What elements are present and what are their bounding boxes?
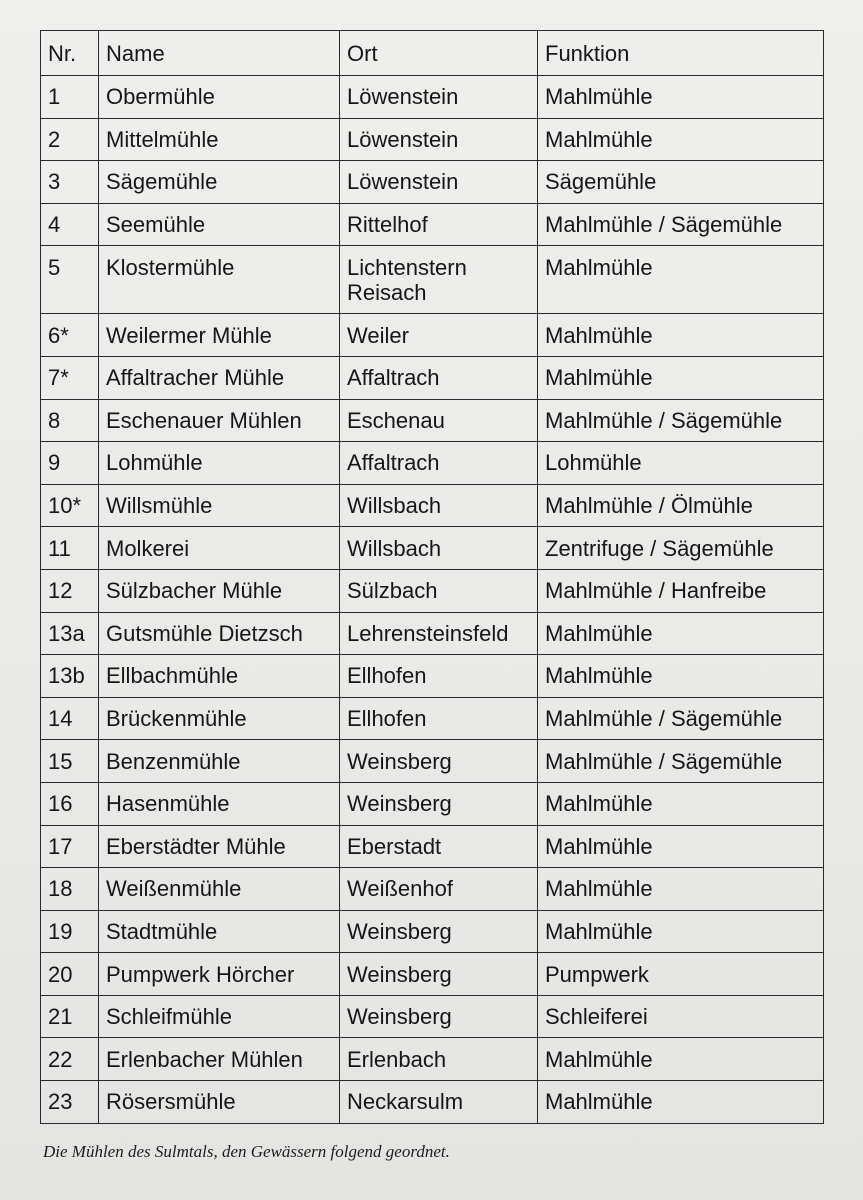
cell-funktion: Mahlmühle [538,246,824,314]
table-row [41,484,824,527]
cell-name: Erlenbacher Mühlen [99,1038,340,1081]
header-row [41,31,824,76]
cell-name: Affaltracher Mühle [99,356,340,399]
cell-ort [340,1081,538,1124]
ort-line: Willsbach [347,493,442,519]
cell-ort [340,527,538,570]
ort-line: Weiler [347,322,409,348]
header-name: Name [99,31,340,76]
cell-name: Willsmühle [99,484,340,527]
table-row [41,953,824,996]
cell-funktion: Mahlmühle / Sägemühle [538,740,824,783]
ort-line: Weinsberg [347,961,452,987]
cell-name: Mittelmühle [99,118,340,161]
cell-nr: 15 [41,740,99,783]
cell-nr: 20 [41,953,99,996]
cell-nr: 7* [41,356,99,399]
table-row [41,995,824,1038]
table-row [41,910,824,953]
cell-funktion: Mahlmühle [538,612,824,655]
cell-funktion: Mahlmühle [538,118,824,161]
ort-line: Affaltrach [347,450,440,476]
cell-funktion: Mahlmühle [538,1038,824,1081]
cell-ort [340,484,538,527]
cell-funktion: Lohmühle [538,442,824,485]
cell-name: Weißenmühle [99,868,340,911]
ort-line: Neckarsulm [347,1089,464,1115]
cell-name: Rösersmühle [99,1081,340,1124]
cell-nr: 8 [41,399,99,442]
table-row [41,655,824,698]
table-row [41,356,824,399]
cell-nr: 12 [41,569,99,612]
cell-ort [340,314,538,357]
cell-funktion: Sägemühle [538,161,824,204]
table-row [41,697,824,740]
cell-nr: 13b [41,655,99,698]
cell-ort [340,995,538,1038]
cell-nr: 21 [41,995,99,1038]
cell-name: Weilermer Mühle [99,314,340,357]
cell-name: Obermühle [99,76,340,119]
cell-nr: 13a [41,612,99,655]
table-row [41,825,824,868]
table-row [41,1038,824,1081]
cell-name: Ellbachmühle [99,655,340,698]
ort-line: Ellhofen [347,663,427,689]
ort-line: Weinsberg [347,791,452,817]
cell-funktion: Mahlmühle [538,655,824,698]
ort-line: Lehrensteinsfeld [347,620,509,646]
table-caption: Die Mühlen des Sulmtals, den Gewässern folgend geordnet. [43,1142,450,1161]
ort-line: Weinsberg [347,748,452,774]
cell-name: Eberstädter Mühle [99,825,340,868]
ort-line: Weißenhof [347,876,453,902]
cell-ort [340,161,538,204]
cell-name: Lohmühle [99,442,340,485]
ort-line: Eschenau [347,407,445,433]
table-row [41,399,824,442]
ort-line: Reisach [347,280,427,306]
cell-funktion: Mahlmühle / Sägemühle [538,203,824,246]
header-nr: Nr. [41,31,99,76]
cell-funktion: Mahlmühle [538,1081,824,1124]
cell-nr: 9 [41,442,99,485]
cell-funktion: Mahlmühle [538,782,824,825]
ort-line: Löwenstein [347,126,459,152]
table-row [41,118,824,161]
cell-ort [340,910,538,953]
cell-ort [340,1038,538,1081]
table-row [41,203,824,246]
ort-line: Löwenstein [347,84,459,110]
cell-ort [340,118,538,161]
cell-nr: 16 [41,782,99,825]
header-ort: Ort [340,31,538,76]
table-row [41,76,824,119]
cell-nr: 10* [41,484,99,527]
cell-name: Gutsmühle Dietzsch [99,612,340,655]
table-body [41,76,824,1124]
cell-ort [340,740,538,783]
cell-funktion: Mahlmühle / Sägemühle [538,399,824,442]
table-row [41,1081,824,1124]
cell-ort [340,356,538,399]
table-row [41,527,824,570]
cell-funktion: Mahlmühle [538,356,824,399]
cell-name: Hasenmühle [99,782,340,825]
table-row [41,569,824,612]
ort-line: Sülzbach [347,578,438,604]
cell-name: Sülzbacher Mühle [99,569,340,612]
cell-nr: 6* [41,314,99,357]
ort-line: Affaltrach [347,365,440,391]
cell-funktion: Mahlmühle [538,825,824,868]
cell-nr: 14 [41,697,99,740]
cell-name: Eschenauer Mühlen [99,399,340,442]
cell-nr: 18 [41,868,99,911]
cell-funktion: Pumpwerk [538,953,824,996]
ort-line: Weinsberg [347,918,452,944]
table-row [41,246,824,314]
table-row [41,740,824,783]
cell-ort [340,203,538,246]
ort-line: Willsbach [347,535,442,561]
cell-nr: 2 [41,118,99,161]
table-row [41,868,824,911]
cell-funktion: Schleiferei [538,995,824,1038]
cell-ort [340,825,538,868]
cell-ort [340,697,538,740]
cell-ort [340,782,538,825]
cell-funktion: Mahlmühle [538,910,824,953]
ort-line: Eberstadt [347,833,442,859]
cell-name: Pumpwerk Hörcher [99,953,340,996]
cell-ort [340,76,538,119]
cell-nr: 3 [41,161,99,204]
cell-nr: 17 [41,825,99,868]
table-row [41,612,824,655]
cell-name: Klostermühle [99,246,340,314]
cell-name: Brückenmühle [99,697,340,740]
cell-ort [340,612,538,655]
ort-line: Weinsberg [347,1004,452,1030]
cell-name: Schleifmühle [99,995,340,1038]
cell-nr: 22 [41,1038,99,1081]
mills-table [40,30,824,1124]
cell-ort [340,868,538,911]
cell-ort [340,569,538,612]
cell-name: Stadtmühle [99,910,340,953]
table-row [41,314,824,357]
cell-funktion: Mahlmühle [538,314,824,357]
ort-line: Ellhofen [347,706,427,732]
cell-ort [340,246,538,314]
cell-funktion: Mahlmühle / Sägemühle [538,697,824,740]
cell-nr: 23 [41,1081,99,1124]
table-header [41,31,824,76]
cell-name: Seemühle [99,203,340,246]
cell-nr: 11 [41,527,99,570]
cell-name: Sägemühle [99,161,340,204]
cell-nr: 19 [41,910,99,953]
cell-ort [340,399,538,442]
ort-line: Erlenbach [347,1046,447,1072]
cell-nr: 4 [41,203,99,246]
table-row [41,442,824,485]
cell-ort [340,442,538,485]
cell-funktion: Mahlmühle [538,868,824,911]
table-row [41,782,824,825]
cell-nr: 1 [41,76,99,119]
cell-funktion: Mahlmühle [538,76,824,119]
cell-name: Molkerei [99,527,340,570]
cell-nr: 5 [41,246,99,314]
cell-ort [340,953,538,996]
ort-line: Rittelhof [347,212,428,238]
cell-funktion: Mahlmühle / Hanfreibe [538,569,824,612]
cell-name: Benzenmühle [99,740,340,783]
cell-funktion: Zentrifuge / Sägemühle [538,527,824,570]
cell-funktion: Mahlmühle / Ölmühle [538,484,824,527]
header-funktion: Funktion [538,31,824,76]
ort-line: Lichtenstern [347,255,467,281]
cell-ort [340,655,538,698]
table-row [41,161,824,204]
ort-line: Löwenstein [347,169,459,195]
